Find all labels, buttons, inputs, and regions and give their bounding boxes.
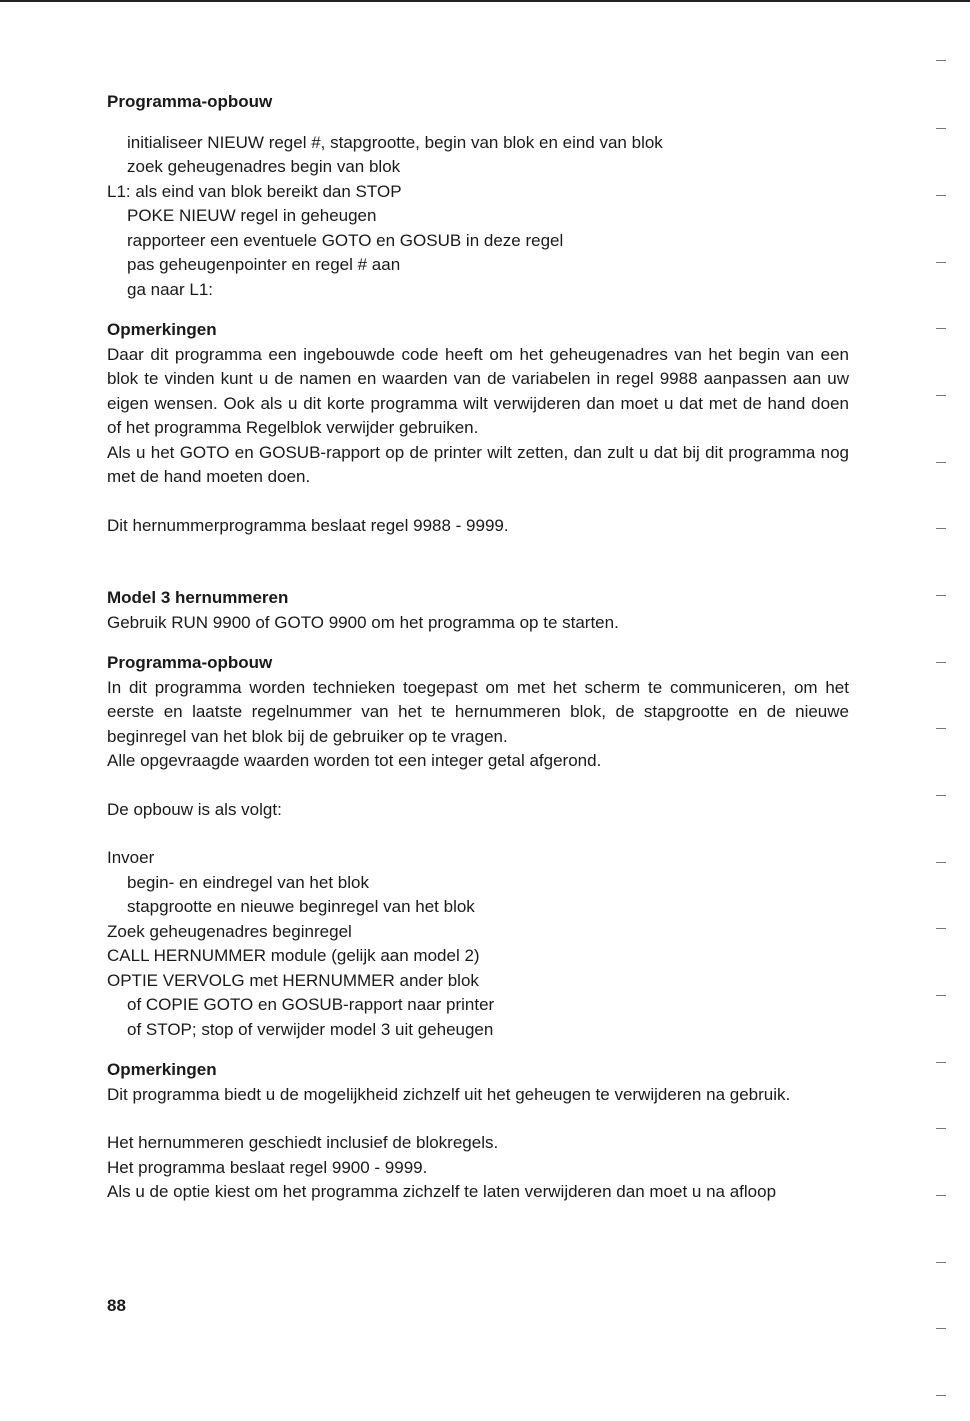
structure-line: of COPIE GOTO en GOSUB-rapport naar printer bbox=[127, 995, 495, 1014]
margin-tick bbox=[936, 262, 946, 263]
margin-tick bbox=[936, 1328, 946, 1329]
paragraph: Als u het GOTO en GOSUB-rapport op de printer wilt zetten, dan zult u dat bij dit programma nog met de hand moeten doen. bbox=[107, 442, 849, 486]
paragraph: De opbouw is als volgt: bbox=[107, 799, 282, 819]
margin-tick bbox=[936, 1262, 946, 1263]
margin-tick bbox=[936, 1195, 946, 1196]
paragraph: Gebruik RUN 9900 of GOTO 9900 om het programma op te starten. bbox=[107, 612, 619, 632]
margin-tick bbox=[936, 528, 946, 529]
margin-tick bbox=[936, 1062, 946, 1063]
structure-line: stapgrootte en nieuwe beginregel van het blok bbox=[127, 897, 475, 916]
margin-tick bbox=[936, 795, 946, 796]
margin-tick bbox=[936, 128, 946, 129]
paragraph: Alle opgevraagde waarden worden tot een integer getal afgerond. bbox=[107, 751, 602, 770]
paragraph: In dit programma worden technieken toegepast om met het scherm te communiceren, om het eerste en laatste regelnummer van het te hernummeren blok, de stapgrootte en de nieuwe beginregel van het blok bij de gebruiker op te vragen. bbox=[107, 677, 849, 746]
margin-tick bbox=[936, 195, 946, 196]
structure-line: begin- en eindregel van het blok bbox=[127, 872, 369, 892]
margin-tick bbox=[936, 462, 946, 463]
structure-line: POKE NIEUW regel in geheugen bbox=[127, 206, 377, 225]
margin-tick bbox=[936, 928, 946, 929]
structure-line: rapporteer een eventuele GOTO en GOSUB in deze regel bbox=[127, 230, 564, 250]
heading-opmerkingen-1: Opmerkingen bbox=[107, 320, 217, 339]
top-border-line bbox=[0, 0, 970, 2]
margin-tick bbox=[936, 662, 946, 663]
margin-tick bbox=[936, 395, 946, 396]
heading-opmerkingen-2: Opmerkingen bbox=[107, 1060, 217, 1079]
margin-tick bbox=[936, 1395, 946, 1396]
structure-line: zoek geheugenadres begin van blok bbox=[127, 157, 401, 176]
structure-line: pas geheugenpointer en regel # aan bbox=[127, 255, 401, 274]
structure-line: initialiseer NIEUW regel #, stapgrootte, begin van blok en eind van blok bbox=[127, 132, 663, 152]
structure-line: OPTIE VERVOLG met HERNUMMER ander blok bbox=[107, 970, 479, 990]
margin-tick bbox=[936, 328, 946, 329]
paragraph: Daar dit programma een ingebouwde code heeft om het geheugenadres van het begin van een blok te vinden kunt u de namen en waarden van de variabelen in regel 9988 aanpassen aan uw eigen wensen. Ook als u dit korte programma wilt verwijderen dan moet u dat met de hand doen of het programma Regelblok verwijder gebruiken. bbox=[107, 344, 849, 437]
paragraph: Als u de optie kiest om het programma zichzelf te laten verwijderen dan moet u na afloop bbox=[107, 1182, 777, 1201]
structure-line: Zoek geheugenadres beginregel bbox=[107, 921, 352, 941]
structure-line: of STOP; stop of verwijder model 3 uit geheugen bbox=[127, 1019, 494, 1039]
page-number: 88 bbox=[107, 1296, 126, 1315]
structure-line: Invoer bbox=[107, 848, 155, 867]
margin-tick bbox=[936, 862, 946, 863]
margin-tick bbox=[936, 60, 946, 61]
structure-line: L1: als eind van blok bereikt dan STOP bbox=[107, 181, 402, 201]
heading-model-3-hernummeren: Model 3 hernummeren bbox=[107, 588, 289, 607]
heading-programma-opbouw-1: Programma-opbouw bbox=[107, 92, 273, 111]
structure-line: CALL HERNUMMER module (gelijk aan model 2) bbox=[107, 946, 480, 965]
page-content bbox=[107, 90, 849, 1205]
margin-tick bbox=[936, 728, 946, 729]
structure-line: ga naar L1: bbox=[127, 279, 214, 299]
margin-tick bbox=[936, 1128, 946, 1129]
paragraph: Dit hernummerprogramma beslaat regel 9988 - 9999. bbox=[107, 515, 509, 535]
margin-tick bbox=[936, 595, 946, 596]
paragraph: Dit programma biedt u de mogelijkheid zichzelf uit het geheugen te verwijderen na gebruik. bbox=[107, 1084, 791, 1104]
margin-tick-marks bbox=[936, 60, 948, 1400]
paragraph: Het programma beslaat regel 9900 - 9999. bbox=[107, 1157, 428, 1177]
paragraph: Het hernummeren geschiedt inclusief de blokregels. bbox=[107, 1133, 499, 1152]
heading-programma-opbouw-2: Programma-opbouw bbox=[107, 653, 273, 672]
margin-tick bbox=[936, 995, 946, 996]
